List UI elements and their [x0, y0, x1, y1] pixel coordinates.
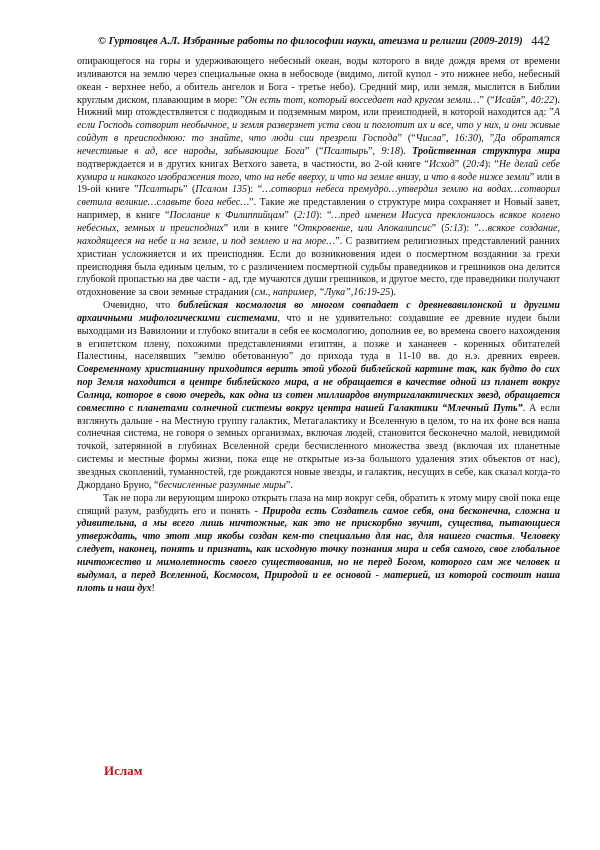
body-text	[77, 56, 560, 595]
italic-text: Не делай себе кумира и никакого изображения того, что на небе вверху, и что на земле внизу, и что в воде ниже земли	[77, 158, 561, 183]
italic-text: Да обратятся нечестивые в ад, все народы, забывающие Бога	[77, 133, 560, 157]
italic-text: Откровение, или Апокалипсис	[297, 222, 432, 234]
text-run: ” или в книге “	[223, 222, 298, 234]
text-run: ”,	[368, 145, 382, 157]
italic-text: Исайя	[494, 94, 521, 106]
italic-text: Псалом 135	[195, 184, 248, 196]
italic-text: 16:30	[454, 133, 478, 145]
text-run: ” (	[431, 222, 445, 234]
emphasis-text: Современному христианину приходится верить этой убогой библейской картине так, как будто до сих пор Земля находится в центре библейского мира, а не обращается в качестве одной из планет вокруг Солнца, которое в свою очередь, как одна из сотен миллиардов внутригалактических звезд, обращается совместно с планетами солнечной системы вокруг центра нашей Галактики “Млечный Путь”	[77, 364, 560, 414]
running-header	[98, 34, 550, 52]
italic-text: …сотворил небеса премудро…утвердил землю на водах…сотворил светила великие…славьте бога небес…	[77, 184, 560, 209]
text-run: . А если взглянуть дальше - на Местную группу галактик, Метагалактику и Вселенную в целом, то на их фоне вся наша солнечная система, не говоря о земных организмах, включая людей, становится бесконечно малой, невидимой точкой, затерянной в глубинах Вселенной среди бесчисленного множества звезд (включая их планетные системы и местные формы жизни, пока еще не открытые из-за большого удаления этих объектов от нас), звездных скоплений, туманностей, где рождаются новые звезды, и галактик, несущих в себе, как сказал когда-то Джордано Бруно, “	[77, 402, 560, 491]
text-run: ”. С развитием религиозных представлений ранних христиан усложняется и их преисподняя. Если до возникновения идеи о посмертном воздаянии за грехи преисподняя была единым целым, то с различением посмертной судьбы праведников и грешников она делится глубокой пропастью на две части - ад, где мучаются души грешников, и другое место, где праведники получают отдохновение за свои земные страдания (	[77, 235, 560, 299]
italic-text: …всякое создание, находящееся на небе и на земле, и под землею и на море…	[77, 222, 561, 247]
text-run: ), ”	[477, 133, 495, 145]
text-run: ).	[390, 287, 396, 299]
italic-text: …пред именем Иисуса преклонилось всякое колено небесных, земных и преисподних	[77, 210, 560, 234]
text-run: ” (“	[397, 133, 416, 145]
text-run: ” (	[454, 158, 467, 170]
text-run: ”,	[441, 133, 455, 145]
text-run: ” или в 19-ой книге ”	[77, 171, 560, 196]
emphasis-text: Человеку следует, наконец, понять и признать, как исходную точку познания мира и себя самого, свое глобальное ничтожество и мимолетность своего существования, но не перед Богом, которого сам же человек и выдумал, а перед Вселенной, Космосом, Природой и ее основой - материей, из которой состоит наша плоть и наш дух	[77, 531, 560, 594]
text-run: ” (	[284, 210, 298, 222]
page-number: 442	[531, 34, 550, 48]
italic-text: Псалтырь	[323, 145, 369, 157]
emphasis-text: Природа есть Создатель самое себя, она бесконечна, сложна и удивительна, а мы всего лишь ничтожные, как это не прискорбно звучит, существа, пытающиеся утверждать, что этот мир якобы создан кем-то специально для нас, для нашего счастья	[77, 505, 560, 543]
text-run: .	[512, 531, 520, 543]
italic-text: А если Господь сотворит необычное, и земля разверзнет уста свои и поглотит их и все, что у них, и они живые сойдут в преисподнюю: то знайте, что люди сии презрели Господа	[77, 107, 560, 145]
text-run: , что и не удивительно: создавшие ее древние иудеи были выходцами из Вавилонии и глубоко впитали в себя ее космологию, дополнив ее, во времена своего нахождения в египетском плену, похожими представлениями египтян, а позже и хананеев - коренных обитателей Палестины, населявших ”землю обетованную” до прихода туда в 11-10 вв. до н.э. древних евреев.	[77, 312, 560, 363]
text-run: ”.	[285, 479, 293, 491]
italic-text: Исход	[428, 158, 455, 170]
text-run: ): ”	[463, 222, 479, 234]
text-run: !	[151, 582, 155, 594]
italic-text: 5:13	[444, 222, 464, 234]
italic-text: 40:22	[530, 94, 555, 106]
italic-text: Он есть тот, который восседает над кругом земли…	[244, 94, 480, 106]
italic-text: 20:4	[466, 158, 485, 170]
text-run: Очевидно, что	[103, 300, 178, 312]
italic-text: Псалтырь	[138, 184, 183, 196]
paragraph	[77, 56, 560, 300]
italic-text: 9:18	[381, 145, 400, 157]
text-run: ” (“	[304, 145, 324, 157]
italic-text: Числа	[415, 133, 442, 145]
italic-text: Послание к Филиппийцам	[169, 210, 285, 222]
text-run: ”. Такие же представления о структуре мира сохраняет и Новый завет, например, в книге “	[77, 197, 560, 222]
section-heading: Ислам	[104, 763, 143, 778]
italic-text: бесчисленные разумные миры	[158, 479, 286, 491]
paragraph	[77, 300, 560, 493]
text-run: ): “	[484, 158, 499, 170]
running-title: © Гуртовцев А.Л. Избранные работы по философии науки, атеизма и религии (2009-2019)	[98, 36, 523, 47]
text-run: Так не пора ли верующим широко открыть глаза на мир вокруг себя, обратить к этому миру свой пока еще спящий разум, разбудить его и понять -	[77, 492, 560, 517]
italic-text: 2:10	[297, 210, 316, 222]
text-run: ): “	[315, 210, 332, 222]
text-run: ” (	[183, 184, 196, 196]
text-run: опирающегося на горы и удерживающего небесный океан, воды которого в виде дождя время от времени изливаются на землю через специальные окна в небосводе (видимо, литой купол - это нижнее небо, небесный океан - верхнее небо, а обитель ангелов и Бога - третье небо). Средний мир, или земля, мыслится в Библии круглым диском, плавающим в море: ”	[77, 56, 560, 106]
paragraph	[77, 493, 560, 596]
text-run: ” (“	[479, 94, 495, 106]
emphasis-text: библейская космология во многом совпадает с древневавилонской и другими архаичными мифологическими системами	[77, 300, 560, 324]
text-run: подтверждается и в других книгах Ветхого завета, в частности, во 2-ой книге “	[77, 158, 429, 170]
italic-text: см., например, “Лука”,16:19-25	[254, 287, 391, 299]
text-run: ”,	[520, 94, 531, 106]
emphasis-text: Тройственная структура мира	[412, 145, 561, 157]
text-run: ): “	[247, 184, 263, 196]
text-run: ). Нижний мир отождествляется с подводным и подземным миром, или преисподней, в которой находится ад: ”	[77, 94, 560, 119]
text-run: ).	[399, 145, 413, 157]
